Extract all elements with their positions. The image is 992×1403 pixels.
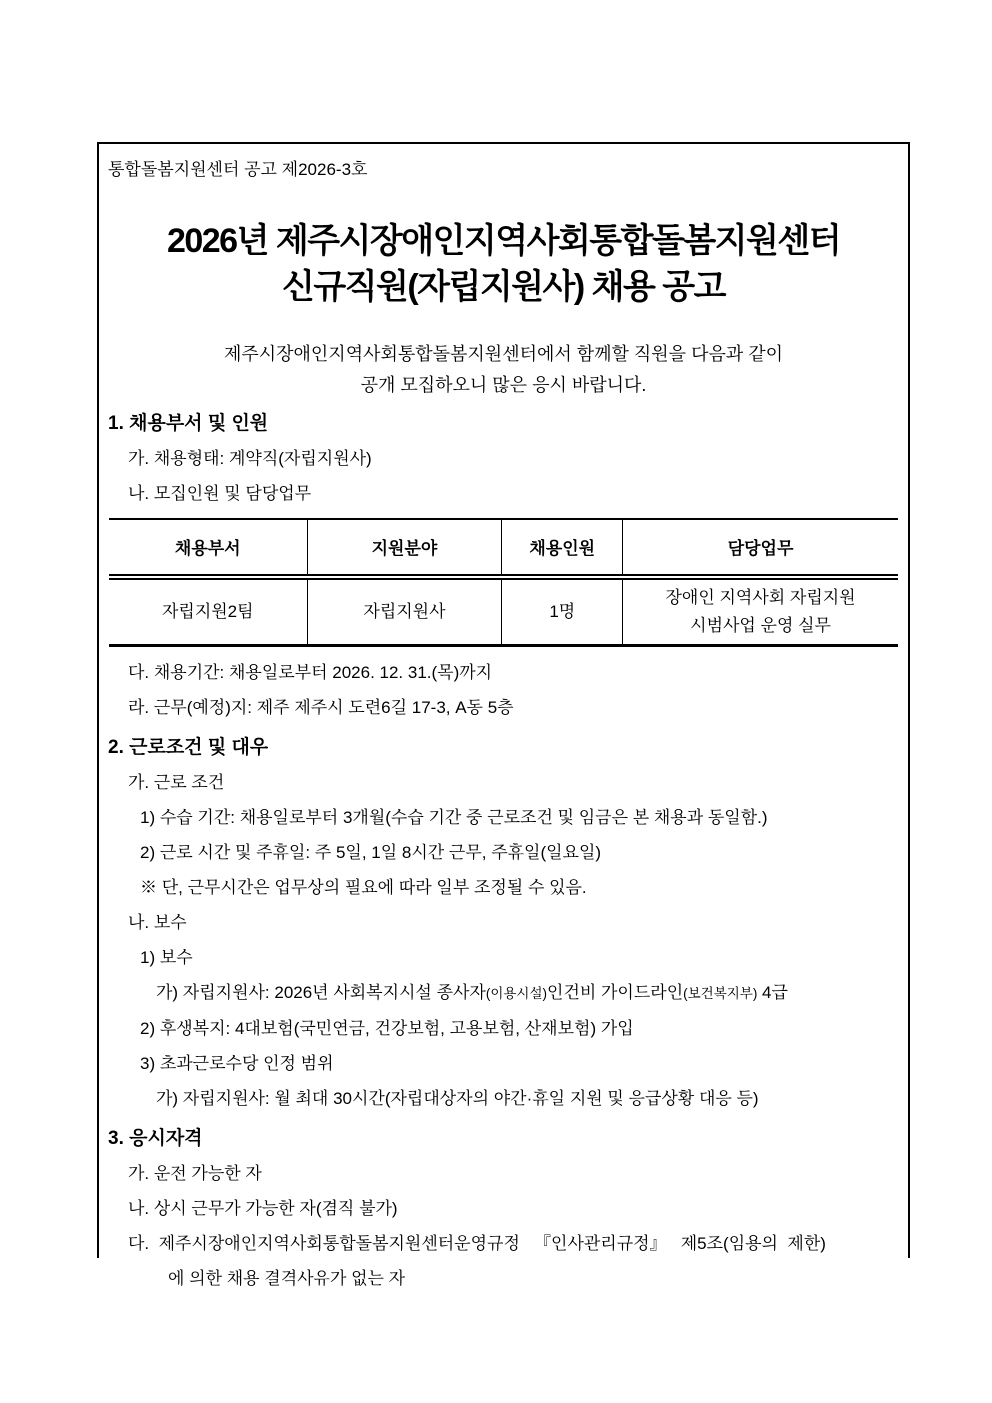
section-2-item-pay-guideline (106, 975, 901, 1011)
recruit-table (109, 518, 898, 647)
section-3-item-fulltime: 나. 상시 근무가 가능한 자(겸직 불가) (128, 1198, 398, 1218)
intro-line-1: 제주시장애인지역사회통합돌봄지원센터에서 함께할 직원을 다음과 같이 (223, 343, 784, 364)
section-1-item-workplace: 라. 근무(예정)지: 제주 제주시 도련6길 17-3, A동 5층 (128, 697, 514, 717)
section-3-item-driving: 가. 운전 가능한 자 (128, 1163, 262, 1183)
section-2-item-welfare: 2) 후생복지: 4대보험(국민연금, 건강보험, 고용보험, 산재보험) 가입 (140, 1018, 634, 1038)
col-header-field: 지원분야 (307, 519, 502, 577)
section-2-item-overtime-detail: 가) 자립지원사: 월 최대 30시간(자립대상자의 야간·휴일 지원 및 응급상황 대응 등) (156, 1088, 759, 1108)
recruit-table-data-row (109, 577, 898, 646)
document-border-frame (97, 142, 910, 1288)
col-header-duty: 담당업무 (623, 519, 898, 577)
pay-guideline-post: 4급 (757, 982, 788, 1002)
section-2-item-hours: 2) 근로 시간 및 주휴일: 주 5일, 1일 8시간 근무, 주휴일(일요일) (140, 842, 602, 862)
cell-field: 자립지원사 (307, 577, 502, 646)
cell-count: 1명 (502, 577, 623, 646)
cell-duty-line-1: 장애인 지역사회 자립지원 (665, 587, 856, 607)
section-3-heading: 3. 응시자격 (108, 1127, 203, 1149)
section-2-heading: 2. 근로조건 및 대우 (108, 736, 269, 758)
pay-guideline-small-1: (이용시설) (485, 985, 548, 1001)
pay-guideline-small-2: (보건복지부) (683, 985, 758, 1001)
pay-guideline-mid: 인건비 가이드라인 (547, 982, 684, 1002)
page-title-line-1: 2026년 제주시장애인지역사회통합돌봄지원센터 (166, 222, 841, 260)
cell-duty (623, 577, 898, 646)
intro-line-2: 공개 모집하오니 많은 응시 바랍니다. (360, 374, 647, 395)
doc-number: 통합돌봄지원센터 공고 제2026-3호 (108, 160, 368, 179)
section-2-item-conditions: 가. 근로 조건 (128, 772, 225, 792)
section-2-item-overtime: 3) 초과근로수당 인정 범위 (140, 1053, 334, 1073)
section-3-item-disqualification-line-2: 에 의한 채용 결격사유가 없는 자 (168, 1268, 406, 1288)
section-1-item-employment-type: 가. 채용형태: 계약직(자립지원사) (128, 448, 372, 468)
section-2-item-probation: 1) 수습 기간: 채용일로부터 3개월(수습 기간 중 근로조건 및 임금은 본 채용과 동일함.) (140, 807, 768, 827)
intro-paragraph (106, 339, 901, 401)
section-1-item-recruit-count: 나. 모집인원 및 담당업무 (128, 483, 312, 503)
section-1-item-period: 다. 채용기간: 채용일로부터 2026. 12. 31.(목)까지 (128, 662, 493, 682)
pay-guideline-pre: 가) 자립지원사: 2026년 사회복지시설 종사자 (156, 982, 486, 1002)
section-1-heading: 1. 채용부서 및 인원 (108, 412, 269, 434)
page-title (106, 219, 901, 311)
col-header-count: 채용인원 (502, 519, 623, 577)
section-2-item-pay-sub: 1) 보수 (140, 947, 193, 967)
section-2-item-pay: 나. 보수 (128, 912, 187, 932)
cell-duty-line-2: 시범사업 운영 실무 (690, 615, 831, 635)
section-2-item-hours-note: ※ 단, 근무시간은 업무상의 필요에 따라 일부 조정될 수 있음. (140, 877, 587, 897)
section-3-item-disqualification-line-1: 다. 제주시장애인지역사회통합돌봄지원센터운영규정 『인사관리규정』 제5조(임용의 제한) (128, 1233, 826, 1253)
col-header-dept: 채용부서 (109, 519, 307, 577)
recruit-table-header-row (109, 519, 898, 577)
page-title-line-2: 신규직원(자립지원사) 채용 공고 (281, 267, 725, 306)
cell-dept: 자립지원2팀 (109, 577, 307, 646)
